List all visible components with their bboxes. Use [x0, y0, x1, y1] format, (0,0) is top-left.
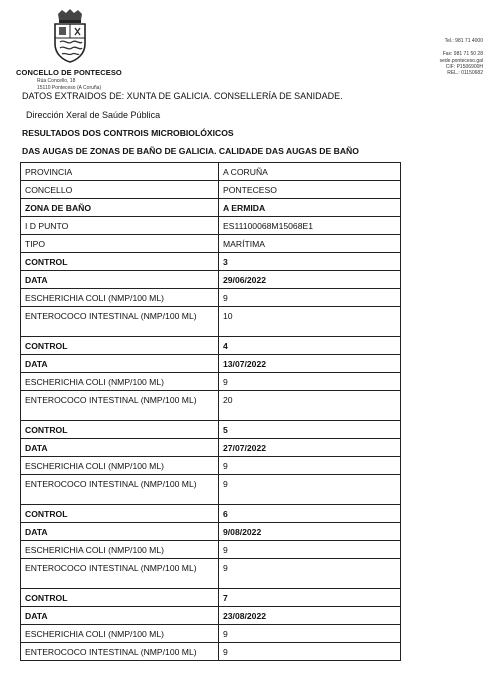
row-label: PROVINCIA: [21, 163, 219, 181]
org-name: CONCELLO DE PONTECESO: [16, 68, 122, 77]
ecoli-row: [21, 289, 401, 307]
row-label: ESCHERICHIA COLI (NMP/100 ML): [21, 373, 219, 391]
row-value: ES11100068M15068E1: [219, 217, 401, 235]
contact-fax: Fax: 981 71 50 28: [442, 51, 483, 58]
enterococo-row: [21, 391, 401, 421]
enterococo-row: [21, 475, 401, 505]
row-label: I D PUNTO: [21, 217, 219, 235]
source-line: DATOS EXTRAIDOS DE: XUNTA DE GALICIA. CONSELLERÍA DE SANIDADE.: [22, 91, 343, 101]
row-label: CONTROL: [21, 253, 219, 271]
row-value: 9: [219, 289, 401, 307]
date-row: [21, 271, 401, 289]
row-label: ESCHERICHIA COLI (NMP/100 ML): [21, 289, 219, 307]
department-line: Dirección Xeral de Saúde Pública: [26, 110, 161, 120]
row-label: ESCHERICHIA COLI (NMP/100 ML): [21, 541, 219, 559]
row-value: 29/06/2022: [219, 271, 401, 289]
row-value: 13/07/2022: [219, 355, 401, 373]
results-subheading: DAS AUGAS DE ZONAS DE BAÑO DE GALICIA. CALIDADE DAS AUGAS DE BAÑO: [22, 146, 359, 156]
row-value: 9: [219, 625, 401, 643]
date-row: [21, 355, 401, 373]
row-label: ESCHERICHIA COLI (NMP/100 ML): [21, 457, 219, 475]
results-table: [20, 162, 401, 661]
row-label: CONTROL: [21, 589, 219, 607]
coat-of-arms-icon: [50, 8, 90, 64]
row-value: 7: [219, 589, 401, 607]
row-value: A ERMIDA: [219, 199, 401, 217]
row-value: 27/07/2022: [219, 439, 401, 457]
row-label: CONCELLO: [21, 181, 219, 199]
row-label: ENTEROCOCO INTESTINAL (NMP/100 ML): [21, 559, 219, 589]
contact-tel: Tel.: 981 71 4000: [444, 38, 483, 44]
row-value: PONTECESO: [219, 181, 401, 199]
table-row: [21, 217, 401, 235]
control-row: [21, 505, 401, 523]
results-heading: RESULTADOS DOS CONTROIS MICROBIOLÓXICOS: [22, 128, 234, 138]
row-value: 9: [219, 541, 401, 559]
ecoli-row: [21, 373, 401, 391]
control-row: [21, 253, 401, 271]
row-value: 20: [219, 391, 401, 421]
enterococo-row: [21, 643, 401, 661]
row-value: 9: [219, 475, 401, 505]
contact-cif: CIF: P1506900H: [445, 63, 483, 70]
row-value: A CORUÑA: [219, 163, 401, 181]
address-line-2: 15110 Ponteceso (A Coruña): [37, 84, 102, 91]
row-label: ENTEROCOCO INTESTINAL (NMP/100 ML): [21, 307, 219, 337]
date-row: [21, 607, 401, 625]
ecoli-row: [21, 625, 401, 643]
row-value: 10: [219, 307, 401, 337]
row-value: 4: [219, 337, 401, 355]
org-address: [37, 78, 101, 91]
enterococo-row: [21, 559, 401, 589]
row-label: CONTROL: [21, 337, 219, 355]
row-value: 6: [219, 505, 401, 523]
row-value: 9: [219, 457, 401, 475]
row-label: DATA: [21, 607, 219, 625]
control-row: [21, 589, 401, 607]
row-value: 5: [219, 421, 401, 439]
row-label: ZONA DE BAÑO: [21, 199, 219, 217]
row-label: ENTEROCOCO INTESTINAL (NMP/100 ML): [21, 391, 219, 421]
row-value: 9: [219, 559, 401, 589]
row-label: CONTROL: [21, 505, 219, 523]
row-label: DATA: [21, 355, 219, 373]
control-row: [21, 337, 401, 355]
row-value: 9/08/2022: [219, 523, 401, 541]
table-row: [21, 163, 401, 181]
ecoli-row: [21, 541, 401, 559]
row-label: DATA: [21, 523, 219, 541]
row-label: CONTROL: [21, 421, 219, 439]
table-row: [21, 199, 401, 217]
date-row: [21, 523, 401, 541]
row-label: ESCHERICHIA COLI (NMP/100 ML): [21, 625, 219, 643]
row-label: ENTEROCOCO INTESTINAL (NMP/100 ML): [21, 643, 219, 661]
row-value: 3: [219, 253, 401, 271]
row-label: ENTEROCOCO INTESTINAL (NMP/100 ML): [21, 475, 219, 505]
address-line-1: Rúa Concello, 18: [37, 78, 76, 84]
enterococo-row: [21, 307, 401, 337]
row-label: TIPO: [21, 235, 219, 253]
row-label: DATA: [21, 271, 219, 289]
table-row: [21, 235, 401, 253]
row-label: DATA: [21, 439, 219, 457]
table-row: [21, 181, 401, 199]
date-row: [21, 439, 401, 457]
contact-block: [440, 38, 483, 76]
row-value: MARÍTIMA: [219, 235, 401, 253]
control-row: [21, 421, 401, 439]
contact-rel: REL.: 01150682: [447, 70, 483, 77]
row-value: 9: [219, 643, 401, 661]
row-value: 23/08/2022: [219, 607, 401, 625]
row-value: 9: [219, 373, 401, 391]
contact-web: sede.ponteceso.gal: [439, 57, 483, 64]
ecoli-row: [21, 457, 401, 475]
